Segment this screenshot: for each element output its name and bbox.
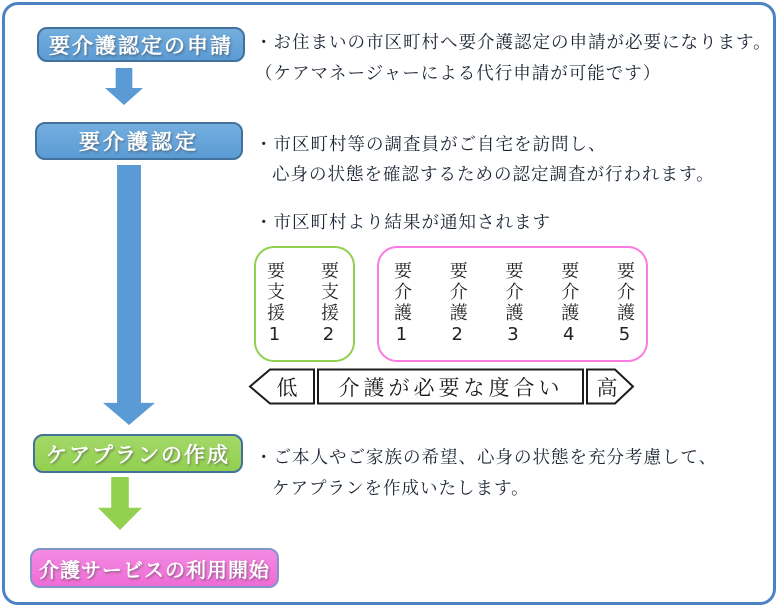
care-degree-scale	[247, 368, 639, 405]
step-careplan-label: ケアプランの作成	[46, 442, 230, 467]
step-box-application	[37, 27, 245, 62]
care-levels-box	[377, 246, 648, 362]
care-level-item-5: 要介護5	[614, 260, 635, 348]
description-certification-line1: ・市区町村等の調査員がご自宅を訪問し、	[255, 135, 607, 155]
description-careplan-line2: ケアプランを作成いたします。	[272, 479, 530, 499]
care-level-item-3: 要介護3	[502, 260, 524, 348]
care-level-item-4: 要介護4	[558, 260, 580, 348]
step-box-certification	[35, 122, 243, 160]
step-box-careplan	[33, 434, 243, 473]
care-level-item-2: 要介護2	[446, 260, 468, 348]
step-application-label: 要介護認定の申請	[49, 33, 233, 58]
scale-low-label: 低	[276, 376, 298, 400]
description-certification-line2: 心身の状態を確認するための認定調査が行われます。	[272, 165, 715, 185]
description-careplan-line1: ・ご本人やご家族の希望、心身の状態を充分考慮して、	[255, 448, 718, 468]
support-level-item-1: 要支援1	[264, 260, 285, 348]
description-application-line1: ・お住まいの市区町村へ要介護認定の申請が必要になります。	[255, 33, 772, 53]
step-certification-label: 要介護認定	[79, 130, 199, 154]
support-level-item-2: 要支援2	[318, 260, 339, 348]
support-levels-box	[254, 246, 355, 362]
care-level-item-1: 要介護1	[391, 260, 412, 348]
description-certification-line3: ・市区町村より結果が通知されます	[255, 213, 551, 233]
step-box-service-start	[30, 548, 279, 588]
scale-center-label: 介護が必要な度合い	[338, 376, 564, 400]
step-service-start-label: 介護サービスの利用開始	[39, 557, 270, 582]
scale-high-label: 高	[596, 376, 618, 400]
description-application-line2: （ケアマネージャーによる代行申請が可能です）	[255, 64, 662, 84]
